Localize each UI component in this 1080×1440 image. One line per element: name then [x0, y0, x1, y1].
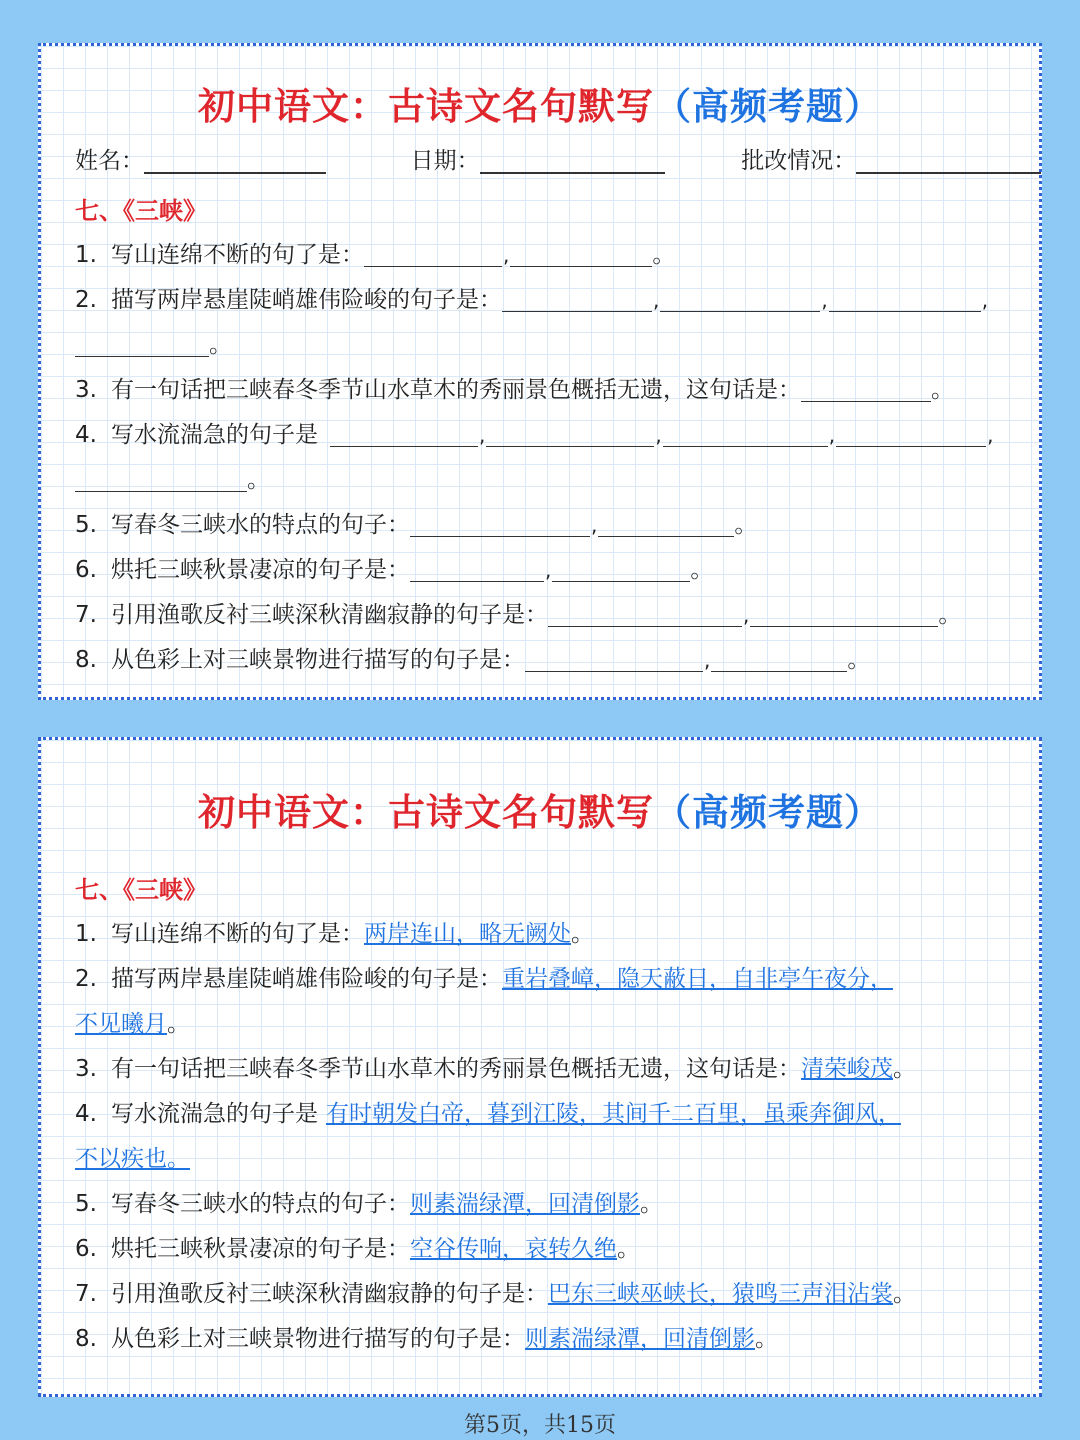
answer-blank[interactable] — [750, 604, 938, 627]
answer-blank[interactable] — [410, 559, 544, 582]
name-label: 姓名： — [75, 148, 144, 174]
answer-blank[interactable] — [525, 649, 703, 672]
date-label: 日期： — [410, 148, 480, 174]
answer-blank[interactable] — [486, 424, 654, 447]
answer-8: 8. 从色彩上对三峡景物进行描写的句子是：则素湍绿潭，回清倒影。 — [75, 1326, 778, 1352]
answer-7: 7. 引用渔歌反衬三峡深秋清幽寂静的句子是：巴东三峡巫峡长，猿鸣三声泪沾裳。 — [75, 1281, 916, 1307]
answer-blank[interactable] — [829, 289, 981, 312]
answer-blank[interactable] — [801, 379, 931, 402]
question-4: 4. 写水流湍急的句子是 , , , , — [75, 422, 994, 448]
answer-key-card — [38, 737, 1042, 1397]
page-number: 第5页，共15页 — [464, 1413, 616, 1438]
answer-blank[interactable] — [510, 244, 652, 267]
question-8: 8. 从色彩上对三峡景物进行描写的句子是： , 。 — [75, 647, 871, 673]
section-heading: 七、《三峡》 — [75, 876, 207, 904]
answer-blank[interactable] — [660, 289, 820, 312]
answer-blank[interactable] — [711, 649, 847, 672]
section-heading: 七、《三峡》 — [75, 197, 207, 225]
answer-4: 4. 写水流湍急的句子是 有时朝发白帝，暮到江陵，其间千二百里，虽乘奔御风， — [75, 1101, 901, 1127]
question-3: 3. 有一句话把三峡春冬季节山水草木的秀丽景色概括无遗，这句话是： 。 — [75, 377, 954, 403]
answer-2: 2. 描写两岸悬崖陡峭雄伟险峻的句子是：重岩叠嶂，隐天蔽日，自非亭午夜分， — [75, 966, 893, 992]
answer-blank[interactable] — [75, 334, 209, 357]
question-5: 5. 写春冬三峡水的特点的句子： , 。 — [75, 512, 758, 538]
answer-blank[interactable] — [836, 424, 986, 447]
answer-blank[interactable] — [552, 559, 690, 582]
question-6: 6. 烘托三峡秋景凄凉的句子是： , 。 — [75, 557, 714, 583]
answer-blank[interactable] — [75, 469, 247, 492]
answer-blank[interactable] — [598, 514, 734, 537]
answer-blank[interactable] — [502, 289, 652, 312]
answer-1: 1. 写山连绵不断的句了是：两岸连山，略无阙处。 — [75, 921, 594, 947]
grade-blank[interactable] — [856, 150, 1041, 174]
worksheet-card — [38, 43, 1042, 700]
answer-blank[interactable] — [330, 424, 478, 447]
answer-blank[interactable] — [410, 514, 590, 537]
answer-blank[interactable] — [663, 424, 828, 447]
answer-blank[interactable] — [548, 604, 742, 627]
answer-blank[interactable] — [364, 244, 502, 267]
answer-6: 6. 烘托三峡秋景凄凉的句子是：空谷传响，哀转久绝。 — [75, 1236, 640, 1262]
question-1: 1. 写山连绵不断的句了是： , 。 — [75, 242, 676, 268]
question-2-continued: 。 — [75, 326, 232, 359]
answer-key-title: 初中语文：古诗文名句默写（高频考题） — [198, 791, 882, 834]
student-info-row — [75, 142, 1041, 175]
worksheet-title: 初中语文：古诗文名句默写（高频考题） — [198, 85, 882, 128]
question-4-continued: 。 — [75, 461, 270, 494]
answer-5: 5. 写春冬三峡水的特点的句子：则素湍绿潭，回清倒影。 — [75, 1191, 663, 1217]
question-7: 7. 引用渔歌反衬三峡深秋清幽寂静的句子是： , 。 — [75, 602, 962, 628]
answer-3: 3. 有一句话把三峡春冬季节山水草木的秀丽景色概括无遗，这句话是：清荣峻茂。 — [75, 1056, 916, 1082]
grade-label: 批改情况： — [741, 148, 857, 174]
name-blank[interactable] — [144, 150, 326, 174]
date-blank[interactable] — [480, 150, 665, 174]
question-2: 2. 描写两岸悬崖陡峭雄伟险峻的句子是： , , , — [75, 287, 989, 313]
answer-4-continued: 不以疾也。 — [75, 1146, 190, 1172]
answer-2-continued: 不见曦月。 — [75, 1011, 190, 1037]
